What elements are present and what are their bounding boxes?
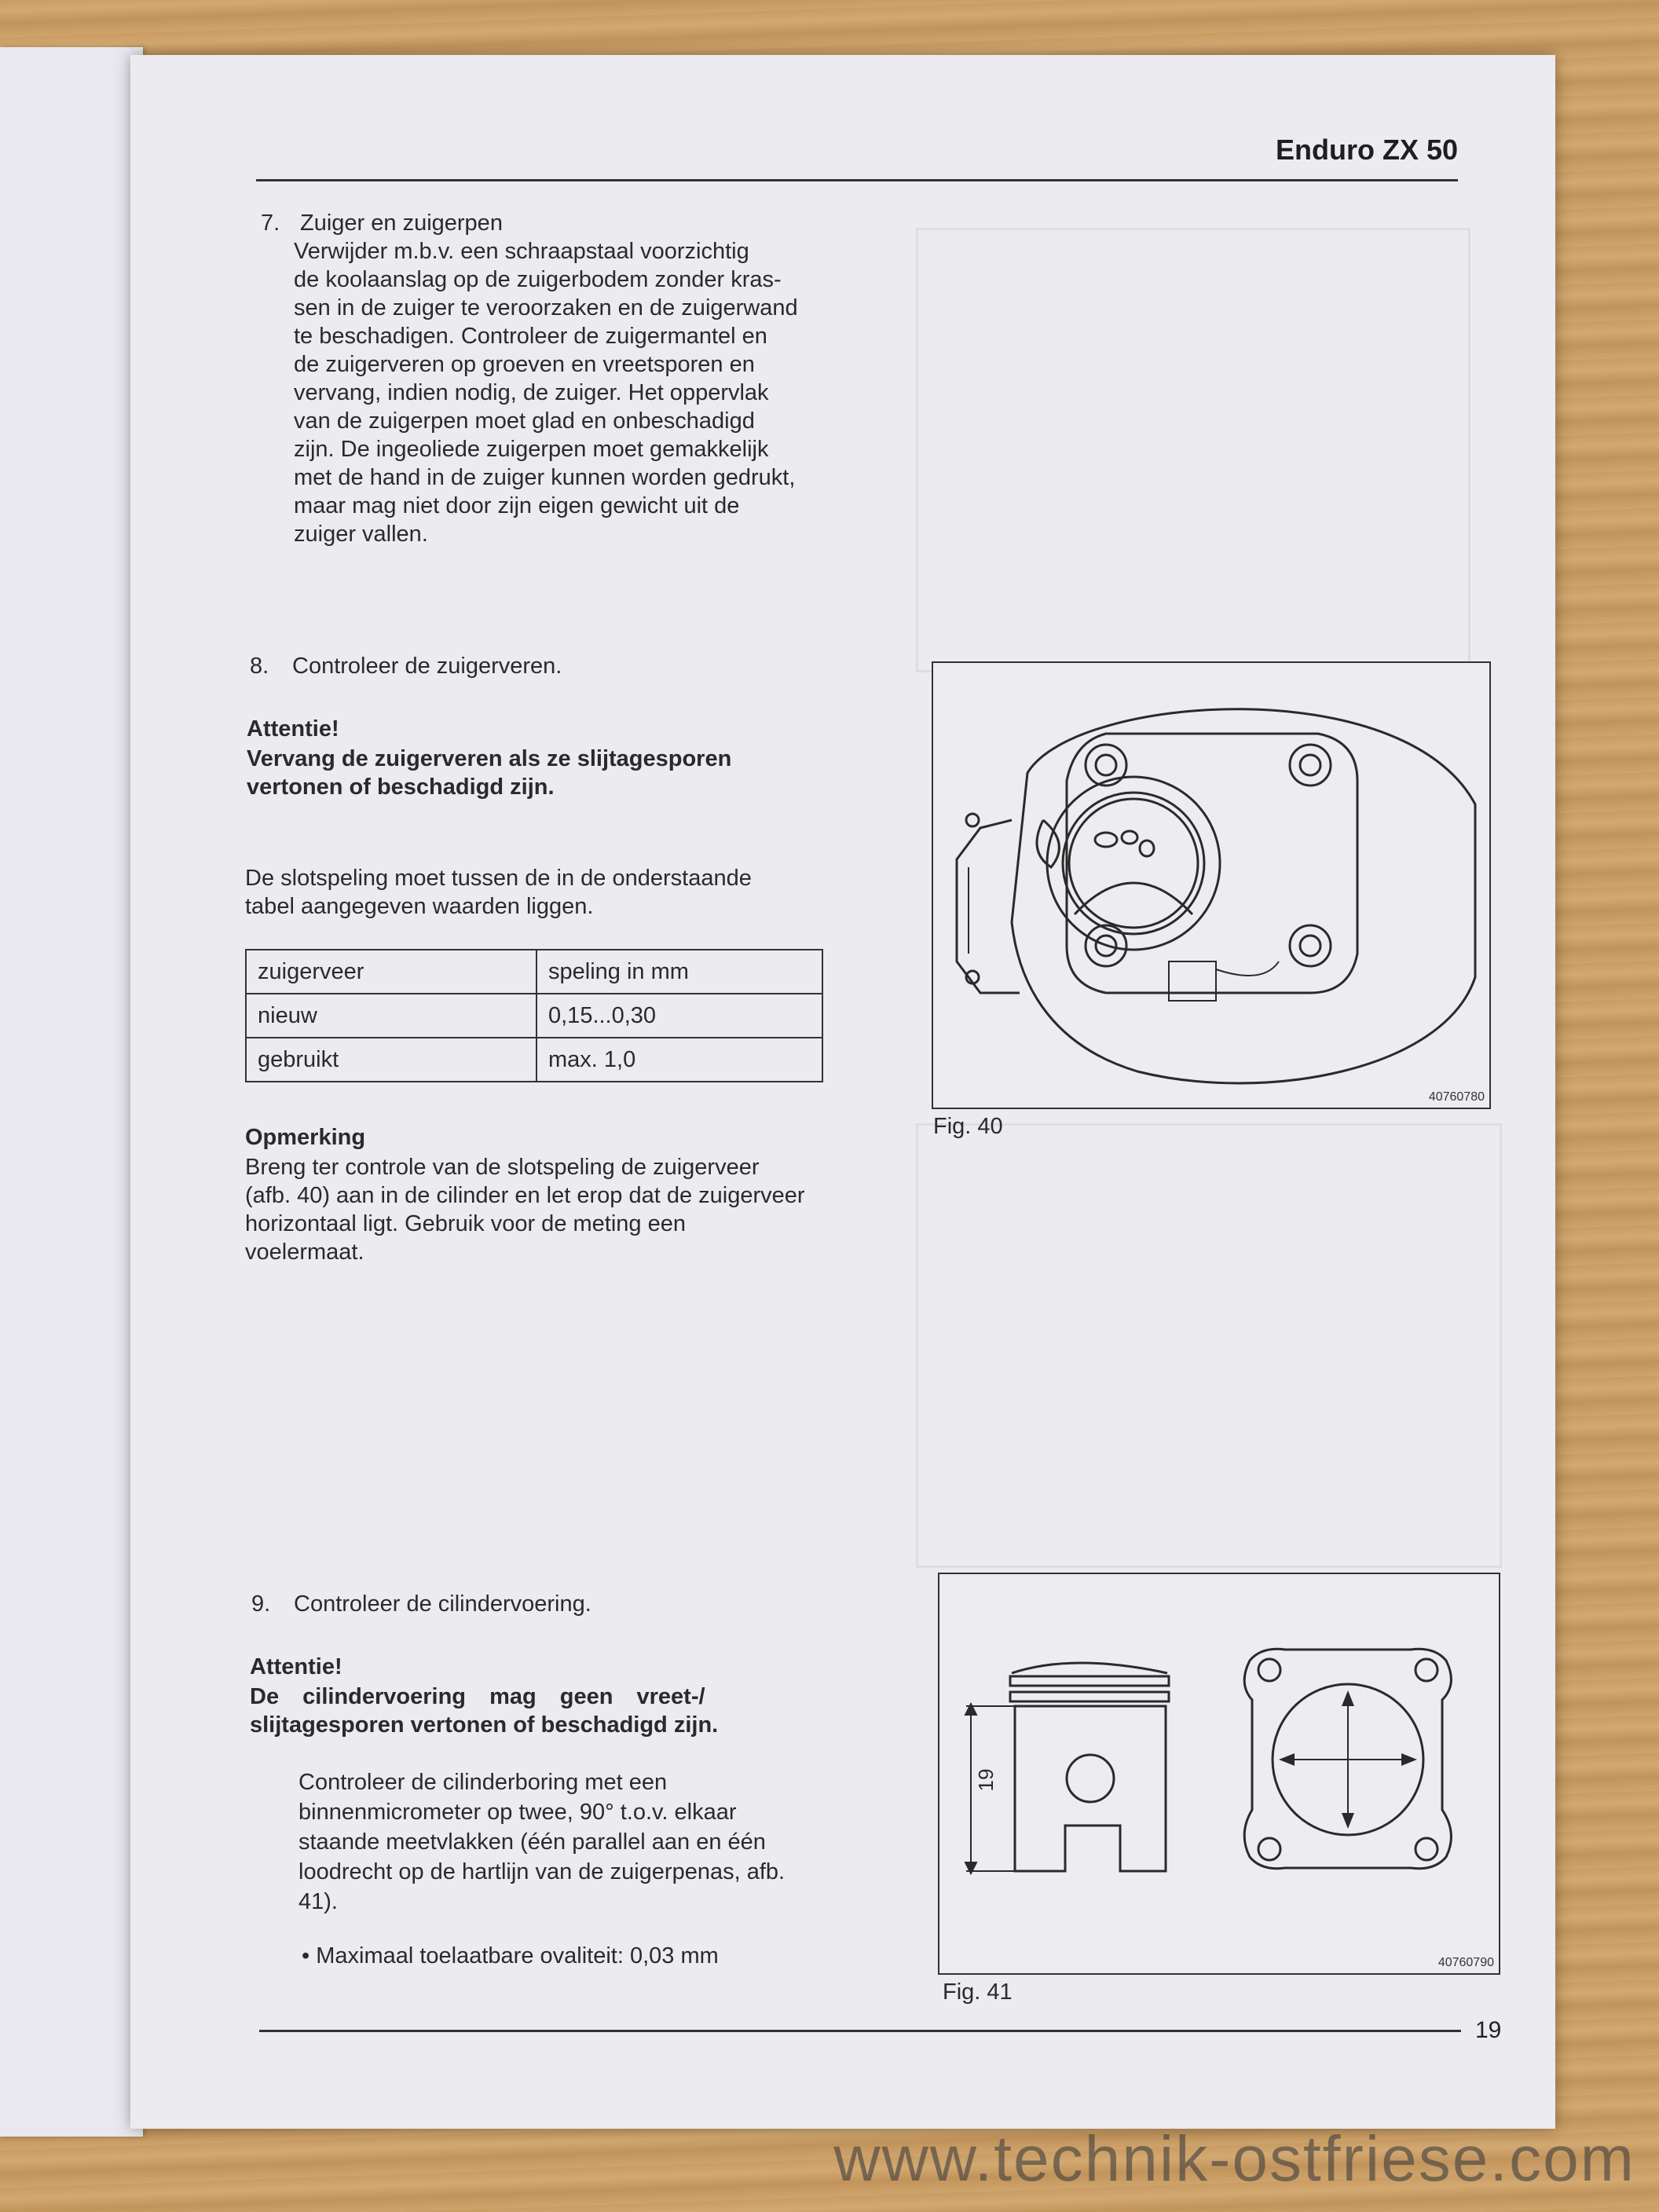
figure-41-caption: Fig. 41 [943,1979,1013,2005]
section-8-attention-label: Attentie! [247,716,339,742]
website-watermark: www.technik-ostfriese.com [833,2123,1635,2195]
page-number: 19 [1475,2017,1502,2043]
table-cell: nieuw [246,994,537,1038]
table-cell: max. 1,0 [537,1038,822,1082]
figure-40-caption: Fig. 40 [933,1114,1003,1139]
table-row [246,1038,822,1082]
header-rule [256,179,1458,181]
table-header-cell: speling in mm [537,950,822,994]
table-cell: 0,15...0,30 [537,994,822,1038]
table-cell: gebruikt [246,1038,537,1082]
cylinder-top-view-diagram [933,663,1489,1108]
step-number-8: 8. [250,654,269,679]
dimension-label: 19 [974,1768,998,1792]
figure-41-code: 40760790 [1437,1956,1494,1969]
section-8-attention-text: Vervang de zuigerveren als ze slijtagesporen vertonen of beschadigd zijn. [247,746,732,800]
section-8-heading: Controleer de zuigerveren. [292,654,562,679]
table-header-cell: zuigerveer [246,950,537,994]
figure-41 [938,1573,1500,1975]
section-9-body: Controleer de cilinderboring met een binnenmicrometer op twee, 90° t.o.v. elkaar staande meetvlakken (één parallel aan en één loodrecht op de hartlijn van de zuigerpenas, afb. 41). [298,1770,786,1914]
piston-and-bore-diagram [939,1574,1499,1973]
ovality-bullet: • Maximaal toelaatbare ovaliteit: 0,03 mm [302,1943,719,1968]
previous-page-edge [0,47,143,2137]
section-8-note-text: Breng ter controle van de slotspeling de zuigerveer (afb. 40) aan in de cilinder en let erop dat de zuigerveer horizontaal ligt. Gebruik voor de meting een voelermaat. [245,1155,805,1265]
section-9-attention-text: De cilindervoering mag geen vreet-/ slijtagesporen vertonen of beschadigd zijn. [250,1684,719,1738]
table-header-row [246,950,822,994]
show-through-figure [916,1123,1502,1568]
manual-page [130,55,1555,2129]
ring-gap-table [245,949,823,1082]
section-7-body: Verwijder m.b.v. een schraapstaal voorzichtig de koolaanslag op de zuigerbodem zonder kras- sen in de zuiger te veroorzaken en de zuigerwand te beschadigen. Controleer de zuigermantel en de zuigerveren op groeven en vreetsporen en vervang, indien nodig, de zuiger. Het oppervlak van de zuigerpen moet glad en onbeschadigd zijn. De ingeoliede zuigerpen moet gemakkelijk met de hand in de zuiger kunnen worden gedrukt, maar mag niet door zijn eigen gewicht uit de zuiger vallen. [294,239,798,547]
section-8-note-label: Opmerking [245,1125,366,1150]
section-8-intro: De slotspeling moet tussen de in de onderstaande tabel aangegeven waarden liggen. [245,866,752,919]
header-title: Enduro ZX 50 [1275,134,1458,166]
figure-40 [932,661,1491,1109]
step-number-9: 9. [251,1591,271,1617]
figure-40-code: 40760780 [1428,1090,1485,1104]
section-9-attention-label: Attentie! [250,1654,342,1679]
section-7-heading: Zuiger en zuigerpen [300,211,503,236]
show-through-figure [916,228,1470,672]
section-9-heading: Controleer de cilindervoering. [294,1591,591,1617]
step-number-7: 7. [261,211,280,236]
table-row [246,994,822,1038]
footer-rule [259,2030,1461,2032]
